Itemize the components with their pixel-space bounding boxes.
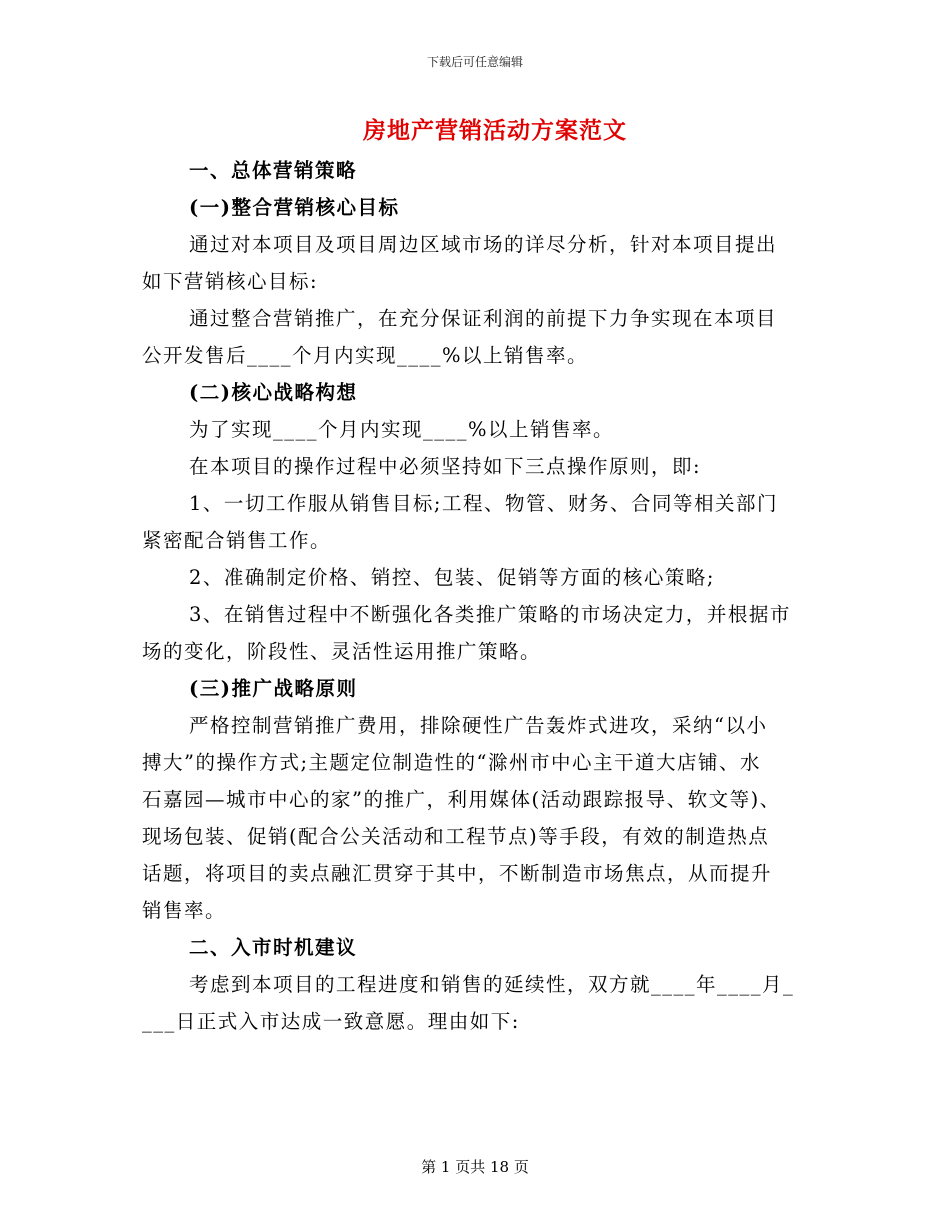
paragraph-line: 在本项目的操作过程中必须坚持如下三点操作原则，即:	[189, 455, 702, 478]
list-item-line: 场的变化，阶段性、灵活性运用推广策略。	[142, 640, 542, 663]
paragraph-line: 石嘉园—城市中心的家”的推广，利用媒体(活动跟踪报导、软文等)、	[142, 788, 781, 811]
paragraph-line: 话题，将项目的卖点融汇贯穿于其中，不断制造市场焦点，从而提升	[142, 862, 773, 885]
subsection-heading-3: (三)推广战略原则	[189, 677, 358, 700]
paragraph-line: 通过对本项目及项目周边区域市场的详尽分析，针对本项目提出	[189, 233, 778, 256]
paragraph-line: 考虑到本项目的工程进度和销售的延续性，双方就____年____月_	[189, 973, 795, 996]
paragraph-line: 销售率。	[142, 899, 227, 922]
list-item-line: 1、一切工作服从销售目标;工程、物管、财务、合同等相关部门	[189, 492, 778, 515]
document-title: 房地产营销活动方案范文	[363, 117, 627, 144]
paragraph-line: 搏大”的操作方式;主题定位制造性的“滁州市中心主干道大店铺、水	[142, 751, 762, 774]
paragraph-line: ___日正式入市达成一致意愿。理由如下:	[142, 1010, 520, 1033]
paragraph-line: 严格控制营销推广费用，排除硬性广告轰炸式进攻，采纳“以小	[189, 714, 768, 737]
list-item-line: 2、准确制定价格、销控、包装、促销等方面的核心策略;	[189, 566, 715, 589]
paragraph-line: 公开发售后____个月内实现____%以上销售率。	[142, 344, 589, 367]
header-note: 下载后可任意编辑	[426, 55, 523, 69]
document-body	[142, 152, 808, 1040]
paragraph-line: 通过整合营销推广，在充分保证利润的前提下力争实现在本项目	[189, 307, 778, 330]
list-item-line: 紧密配合销售工作。	[142, 529, 332, 552]
section-heading-1: 一、总体营销策略	[189, 159, 358, 182]
paragraph-line: 为了实现____个月内实现____%以上销售率。	[189, 418, 615, 441]
paragraph-line: 现场包装、促销(配合公关活动和工程节点)等手段，有效的制造热点	[142, 825, 770, 848]
list-item-line: 3、在销售过程中不断强化各类推广策略的市场决定力，并根据市	[189, 603, 791, 626]
subsection-heading-2: (二)核心战略构想	[189, 381, 358, 404]
subsection-heading-1: (一)整合营销核心目标	[189, 196, 400, 219]
section-heading-2: 二、入市时机建议	[189, 936, 358, 959]
page-number: 第 1 页共 18 页	[421, 1158, 529, 1176]
paragraph-line: 如下营销核心目标:	[142, 270, 319, 293]
